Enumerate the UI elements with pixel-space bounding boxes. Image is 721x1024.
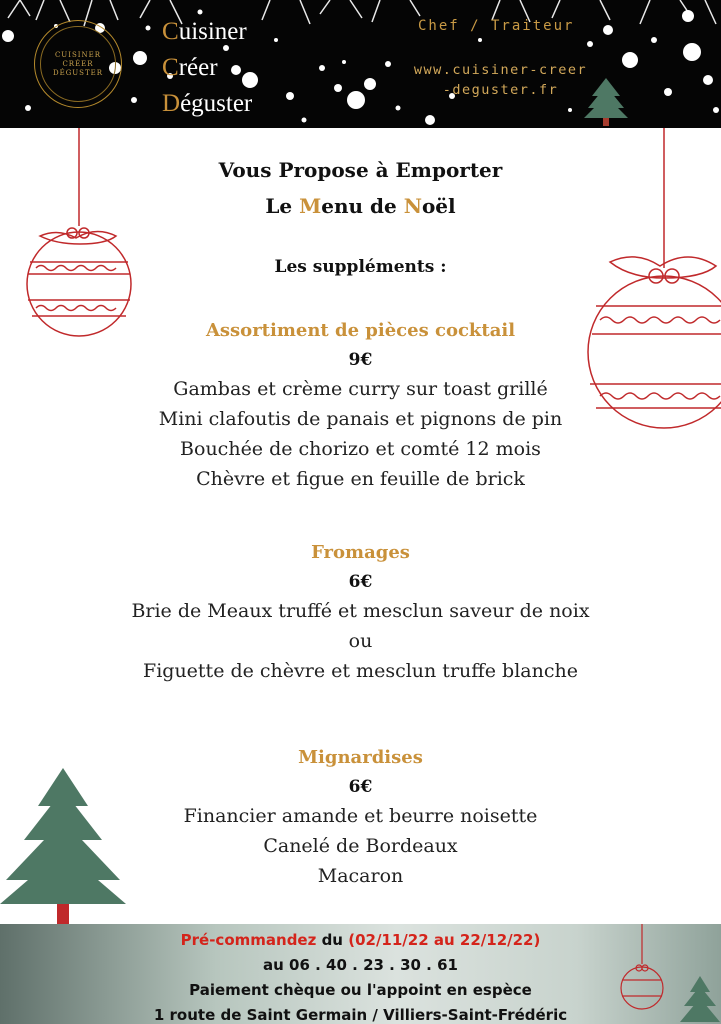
brand-word: réer (178, 54, 218, 81)
section-fromages (0, 538, 721, 686)
menu-item: Brie de Meaux truffé et mesclun saveur de noix (131, 600, 590, 622)
preorder-du: du (316, 931, 349, 949)
brand-word: uisiner (178, 18, 247, 45)
menu-item: Gambas et crème curry sur toast grillé (173, 378, 548, 400)
page-title: Vous Propose à Emporter (218, 158, 503, 182)
section-price: 6€ (348, 572, 373, 592)
menu-item: Figuette de chèvre et mesclun truffe blanche (143, 660, 578, 682)
brand-line-3 (162, 86, 252, 122)
title-part: enu de (321, 194, 404, 218)
title-initial: N (403, 194, 422, 218)
section-mignardises (0, 743, 721, 891)
menu-item: Mini clafoutis de panais et pignons de pin (158, 408, 563, 430)
supplements-heading: Les suppléments : (274, 257, 447, 277)
section-title: Fromages (311, 542, 410, 563)
brand-logo (34, 20, 122, 108)
title-part: oël (421, 194, 456, 218)
brand-line-2 (162, 50, 252, 86)
menu-item: Financier amande et beurre noisette (183, 805, 538, 827)
header-banner (0, 0, 721, 128)
logo-text-3: DÉGUSTER (52, 68, 104, 77)
menu-item: Macaron (317, 865, 404, 887)
section-title: Assortiment de pièces cocktail (205, 320, 516, 341)
website-line-2: -deguster.fr (442, 82, 559, 98)
brand-name (162, 14, 252, 122)
role-label: Chef / Traiteur (418, 18, 575, 34)
preorder-label: Pré-commandez (180, 931, 317, 949)
footer-info (0, 928, 721, 1024)
section-price: 9€ (348, 350, 373, 370)
section-cocktail (0, 316, 721, 494)
footer-banner (0, 924, 721, 1024)
phone-line[interactable]: au 06 . 40 . 23 . 30 . 61 (263, 956, 458, 974)
menu-item: Canelé de Bordeaux (263, 835, 458, 857)
logo-text-1: CUISINER (54, 50, 102, 59)
title-part: Le (265, 194, 300, 218)
menu-item: ou (348, 630, 373, 652)
address-line: 1 route de Saint Germain / Villiers-Saint-Frédéric (153, 1006, 568, 1024)
website-line-1: www.cuisiner-creer (413, 62, 588, 78)
brand-initial: D (162, 90, 181, 117)
logo-text-2: CRÉER (62, 59, 94, 68)
menu-item: Bouchée de chorizo et comté 12 mois (180, 438, 541, 460)
preorder-dates: (02/11/22 au 22/12/22) (348, 931, 541, 949)
brand-word: éguster (180, 90, 253, 117)
section-title: Mignardises (298, 747, 423, 768)
brand-initial: C (162, 54, 179, 81)
brand-initial: C (162, 18, 179, 45)
payment-line: Paiement chèque ou l'appoint en espèce (189, 981, 532, 999)
preorder-line (0, 928, 721, 953)
menu-item: Chèvre et figue en feuille de brick (196, 468, 525, 490)
brand-line-1 (162, 14, 252, 50)
menu-title (0, 194, 721, 218)
website-link[interactable] (383, 60, 618, 100)
title-initial: M (299, 194, 322, 218)
section-price: 6€ (348, 777, 373, 797)
